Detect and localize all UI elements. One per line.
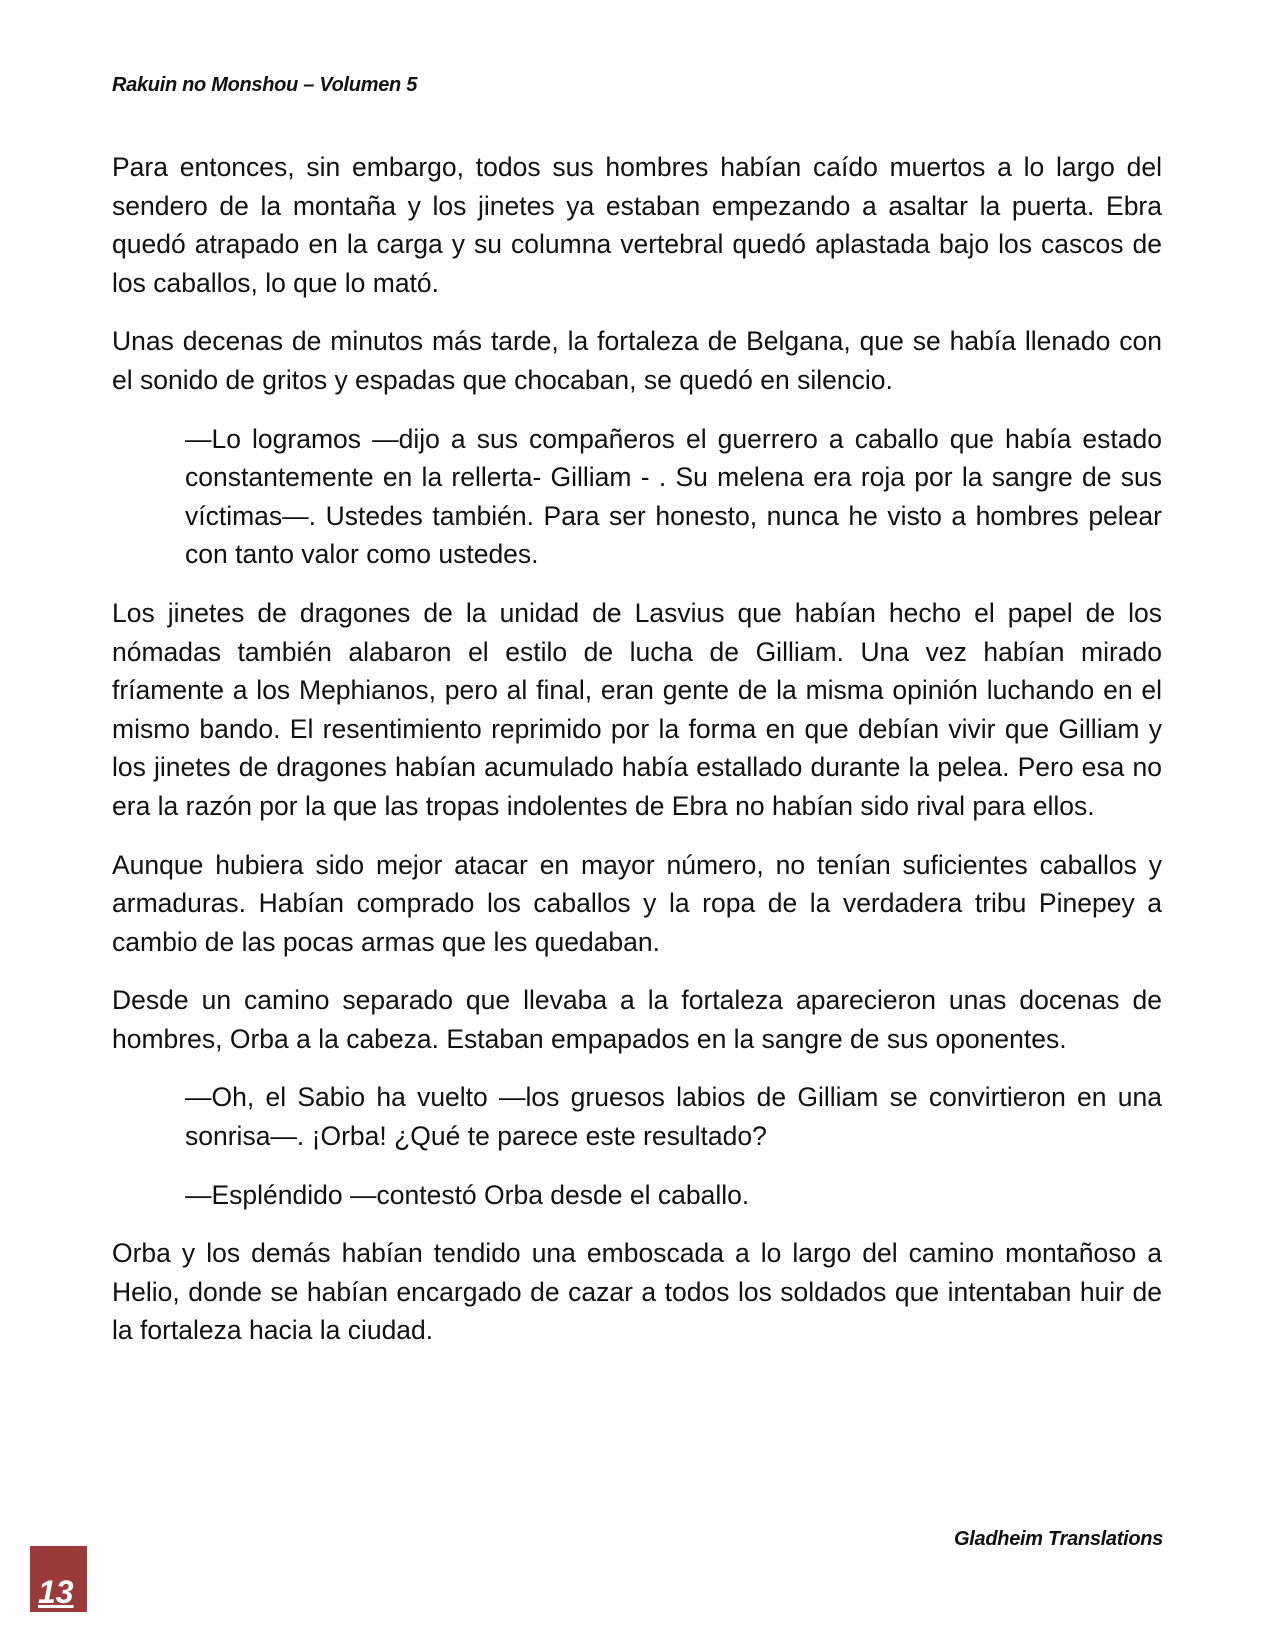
paragraph: Unas decenas de minutos más tarde, la fortaleza de Belgana, que se había llenado con el sonido de gritos y espadas que chocaban, se quedó en silencio.: [112, 326, 1162, 395]
body-text: [112, 148, 1162, 1370]
dialogue-paragraph: —Lo logramos —dijo a sus compañeros el guerrero a caballo que había estado constantemente en la rellerta- Gilliam - . Su melena era roja por la sangre de sus víctimas—. Ustedes también. Para ser honesto, nunca he visto a hombres pelear con tanto valor como ustedes.: [185, 423, 1162, 570]
running-header: Rakuin no Monshou – Volumen 5: [112, 74, 418, 96]
paragraph: Para entonces, sin embargo, todos sus hombres habían caído muertos a lo largo del sendero de la montaña y los jinetes ya estaban empezando a asaltar la puerta. Ebra quedó atrapado en la carga y su columna vertebral quedó aplastada bajo los cascos de los caballos, lo que lo mató.: [112, 152, 1162, 298]
dialogue-paragraph: —Espléndido —contestó Orba desde el caballo.: [185, 1179, 750, 1210]
paragraph: Orba y los demás habían tendido una emboscada a lo largo del camino montañoso a Helio, donde se habían encargado de cazar a todos los soldados que intentaban huir de la fortaleza hacia la ciudad.: [112, 1238, 1162, 1346]
footer-credit: Gladheim Translations: [954, 1528, 1163, 1550]
page-number: 13: [38, 1574, 74, 1610]
page-number-box: [30, 1546, 87, 1612]
paragraph: Aunque hubiera sido mejor atacar en mayor número, no tenían suficientes caballos y armaduras. Habían comprado los caballos y la ropa de la verdadera tribu Pinepey a cambio de las pocas armas que les quedaban.: [112, 849, 1162, 957]
paragraph: Los jinetes de dragones de la unidad de Lasvius que habían hecho el papel de los nómadas también alabaron el estilo de lucha de Gilliam. Una vez habían mirado fríamente a los Mephianos, pero al final, eran gente de la misma opinión luchando en el mismo bando. El resentimiento reprimido por la forma en que debían vivir que Gilliam y los jinetes de dragones habían acumulado había estallado durante la pelea. Pero esa no era la razón por la que las tropas indolentes de Ebra no habían sido rival para ellos.: [112, 597, 1162, 821]
dialogue-paragraph: —Oh, el Sabio ha vuelto —los gruesos labios de Gilliam se convirtieron en una sonrisa—. ¡Orba! ¿Qué te parece este resultado?: [185, 1082, 1162, 1152]
paragraph: Desde un camino separado que llevaba a la fortaleza aparecieron unas docenas de hombres, Orba a la cabeza. Estaban empapados en la sangre de sus oponentes.: [112, 985, 1162, 1054]
